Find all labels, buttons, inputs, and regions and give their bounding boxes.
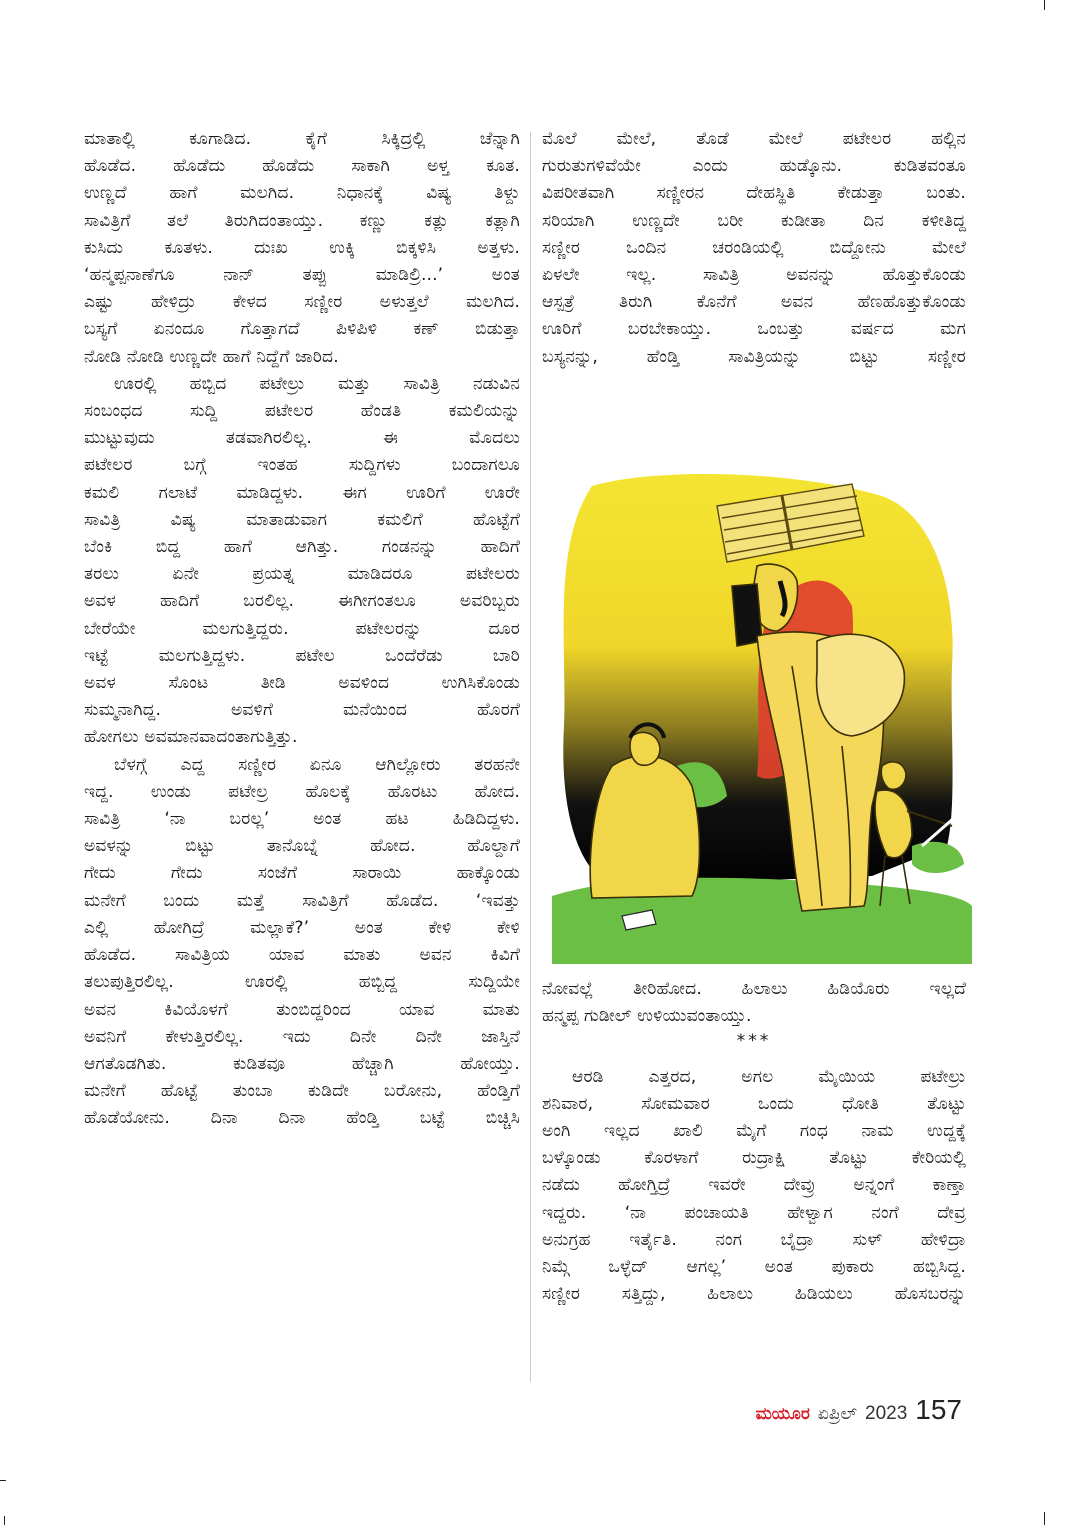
right-text-column-bottom — [542, 976, 966, 1308]
text-line: ಮೊಲೆ ಮೇಲೆ, ತೊಡೆ ಮೇಲೆ ಪಟೇಲರ ಹಲ್ಲಿನ — [542, 129, 966, 149]
text-line: ಎಲ್ಲಿ ಹೋಗಿದ್ರೆ ಮಲ್ಲಾಕೆ?’ ಅಂತ ಕೇಳಿ ಕೇಳಿ — [84, 917, 520, 938]
text-line: ಗುರುತುಗಳಿವೆಯೇ ಎಂದು ಹುಡ್ಕೊನು. ಕುಡಿತವಂತೂ — [542, 156, 966, 177]
crop-mark-top — [1044, 0, 1045, 10]
text-line: ಊರಲ್ಲಿ ಹಬ್ಬಿದ ಪಟೇಲ್ರು ಮತ್ತು ಸಾವಿತ್ರಿ ನಡುವಿನ — [114, 373, 520, 394]
text-line: ಸಣ್ಣೀರ ಒಂದಿನ ಚರಂಡಿಯಲ್ಲಿ ಬಿದ್ದೋನು ಮೇಲೆ — [542, 237, 966, 258]
text-line: ವಿಪರೀತವಾಗಿ ಸಣ್ಣೀರನ ದೇಹಸ್ಥಿತಿ ಕೇಡುತ್ತಾ ಬಂತು. — [542, 183, 966, 204]
text-line: ನೋಡಿ ನೋಡಿ ಉಣ್ಣದೇ ಹಾಗೆ ನಿದ್ದೆಗೆ ಜಾರಿದ. — [84, 346, 339, 367]
text-line: ಸಂಬಂಧದ ಸುದ್ದಿ ಪಟೇಲರ ಹೆಂಡತಿ ಕಮಲಿಯನ್ನು — [84, 401, 520, 422]
text-line: ಬಸ್ಯನನ್ನು, ಹೆಂಡ್ತಿ ಸಾವಿತ್ರಿಯನ್ನು ಬಿಟ್ಟು ಸಣ್ಣೀರ — [542, 346, 966, 367]
text-line: ನಡೆದು ಹೋಗ್ತಿದ್ರೆ ಇವರೇ ದೇವ್ರು ಅನ್ನಂಗೆ ಕಾಣ್ತಾ — [542, 1175, 966, 1196]
text-line: ನಿಮ್ಗೆ ಒಳ್ಳೆದ್ ಆಗಲ್ಲ’ ಅಂತ ಪುಕಾರು ಹಬ್ಬಿಸಿದ್ದ. — [542, 1257, 966, 1278]
crop-mark-left-mid — [0, 1480, 6, 1481]
text-line: ಸರಿಯಾಗಿ ಉಣ್ಣದೇ ಬರೀ ಕುಡೀತಾ ದಿನ ಕಳೀತಿದ್ದ — [542, 210, 966, 231]
text-line: ಹೊಡೆದ. ಸಾವಿತ್ರಿಯ ಯಾವ ಮಾತು ಅವನ ಕಿವಿಗೆ — [84, 945, 520, 966]
text-line: ‘ಹನ್ಮಪ್ಪನಾಣೆಗೂ ನಾನ್ ತಪ್ಪು ಮಾಡಿಲ್ರಿ...’ ಅಂತ — [84, 265, 520, 286]
text-line: ಉಣ್ಣದೆ ಹಾಗೆ ಮಲಗಿದ. ನಿಧಾನಕ್ಕೆ ವಿಷ್ಯ ತಿಳ್ದು — [84, 183, 520, 204]
text-line: ಏಳಲೇ ಇಲ್ಲ. ಸಾವಿತ್ರಿ ಅವನನ್ನು ಹೊತ್ತುಕೊಂಡು — [542, 265, 966, 286]
issue-month: ಏಪ್ರಿಲ್ — [817, 1404, 857, 1424]
text-line: ಸುಮ್ಮನಾಗಿದ್ದ. ಅವಳಿಗೆ ಮನೆಯಿಂದ ಹೊರಗೆ — [84, 700, 520, 721]
text-line: ಬೆಳಗ್ಗೆ ಎದ್ದ ಸಣ್ಣೀರ ಏನೂ ಆಗಿಲ್ಲೋರು ತರಹನೇ — [114, 754, 520, 775]
text-line: ಮುಟ್ಟುವುದು ತಡವಾಗಿರಲಿಲ್ಲ. ಈ ಮೊದಲು — [84, 428, 520, 449]
text-line: ಅವನಿಗೆ ಕೇಳುತ್ತಿರಲಿಲ್ಲ. ಇದು ದಿನೇ ದಿನೇ ಜಾಸ್ತಿನೆ — [84, 1026, 520, 1047]
text-line: ಇದ್ದರು. ‘ನಾ ಪಂಚಾಯತಿ ಹೇಳ್ವಾಗ ನಂಗೆ ದೇವ್ರ — [542, 1202, 966, 1223]
text-line: ಮನೇಗೆ ಬಂದು ಮತ್ತೆ ಸಾವಿತ್ರಿಗೆ ಹೊಡೆದ. ‘ಇವತ್ತು — [84, 890, 520, 911]
text-line: ಇದ್ದ. ಉಂಡು ಪಟೇಲ್ರ ಹೊಲಕ್ಕೆ ಹೊರಟು ಹೋದ. — [84, 781, 520, 802]
green-patch-right — [912, 842, 964, 873]
left-text-column — [84, 126, 520, 1133]
right-text-column-top — [542, 126, 966, 371]
text-line: ತರಲು ಏನೇ ಪ್ರಯತ್ನ ಮಾಡಿದರೂ ಪಟೇಲರು — [84, 564, 520, 585]
text-line: ಸಾವಿತ್ರಿಗೆ ತಲೆ ತಿರುಗಿದಂತಾಯ್ತು. ಕಣ್ಣು ಕತ್ಲು ಕತ್ಲಾಗಿ — [84, 210, 520, 231]
text-line: ಆಗತೊಡಗಿತು. ಕುಡಿತವೂ ಹೆಚ್ಚಾಗಿ ಹೋಯ್ತು. — [84, 1053, 520, 1074]
text-line: ಬೇರೆಯೇ ಮಲಗುತ್ತಿದ್ದರು. ಪಟೇಲರನ್ನು ದೂರ — [84, 618, 520, 639]
text-line: ಹೋಗಲು ಅವಮಾನವಾದಂತಾಗುತ್ತಿತ್ತು. — [84, 727, 298, 748]
text-line: ಹೊಡೆದ. ಹೊಡೆದು ಹೊಡೆದು ಸಾಕಾಗಿ ಅಳ್ತ ಕೂತ. — [84, 156, 520, 177]
text-line: ಪಟೇಲರ ಬಗ್ಗೆ ಇಂತಹ ಸುದ್ದಿಗಳು ಬಂದಾಗಲೂ — [84, 455, 520, 476]
text-line: ಮಾತಾಲ್ಲಿ ಕೂಗಾಡಿದ. ಕೈಗೆ ಸಿಕ್ಕಿದ್ರಲ್ಲಿ ಚೆನ್ನಾಗಿ — [84, 129, 520, 149]
text-line: ಕಮಲಿ ಗಲಾಟೆ ಮಾಡಿದ್ದಳು. ಈಗ ಊರಿಗೆ ಊರೇ — [84, 482, 520, 503]
crop-mark-bottom-left — [4, 1516, 5, 1525]
text-line: ಆರಡಿ ಎತ್ತರದ, ಅಗಲ ಮೈಯಿಯ ಪಟೇಲ್ರು — [572, 1066, 966, 1087]
text-line: ಹೊಡೆಯೋನು. ದಿನಾ ದಿನಾ ಹೆಂಡ್ತಿ ಬಟ್ಟೆ ಬಿಚ್ಚಿಸಿ — [84, 1108, 520, 1129]
text-line: ಕುಸಿದು ಕೂತಳು. ದುಃಖ ಉಕ್ಕಿ ಬಿಕ್ಕಳಿಸಿ ಅತ್ತಳು. — [84, 237, 520, 258]
text-line: ತಲುಪುತ್ತಿರಲಿಲ್ಲ. ಊರಲ್ಲಿ ಹಬ್ಬಿದ್ದ ಸುದ್ದಿಯೇ — [84, 972, 520, 993]
text-line: ಸಣ್ಣೀರ ಸತ್ತಿದ್ದು, ಹಿಲಾಲು ಹಿಡಿಯಲು ಹೊಸಬರನ್ನು — [542, 1284, 966, 1305]
text-line: ನೋವಲ್ಲೆ ತೀರಿಹೋದ. ಹಿಲಾಲು ಹಿಡಿಯೊರು ಇಲ್ಲದೆ — [542, 979, 966, 999]
issue-year: 2023 — [865, 1403, 908, 1424]
text-line: ಗೇದು ಗೇದು ಸಂಜೆಗೆ ಸಾರಾಯಿ ಹಾಕ್ಕೊಂಡು — [84, 863, 520, 884]
story-illustration — [552, 466, 972, 964]
crop-mark-bottom-right — [1044, 1512, 1045, 1525]
text-line: ಶನಿವಾರ, ಸೋಮವಾರ ಒಂದು ಧೋತಿ ತೊಟ್ಟು — [542, 1093, 966, 1114]
text-line: ಎಷ್ಟು ಹೇಳಿದ್ರು ಕೇಳದ ಸಣ್ಣೀರ ಅಳುತ್ತಲೆ ಮಲಗಿದ. — [84, 292, 520, 313]
text-line: ಅವಳ ಸೊಂಟ ತೀಡಿ ಅವಳಿಂದ ಉಗಿಸಿಕೊಂಡು — [84, 673, 520, 694]
column-divider — [530, 132, 531, 1382]
text-line: ಬಳ್ಕೊಂಡು ಕೊರಳಾಗೆ ರುದ್ರಾಕ್ಷಿ ತೊಟ್ಟು ಕೇರಿಯಲ್ಲಿ — [542, 1148, 966, 1169]
text-line: ಅನುಗ್ರಹ ಇರ್ತೈತಿ. ನಂಗ ಬೈದ್ರಾ ಸುಳ್ ಹೇಳಿದ್ರಾ — [542, 1229, 966, 1250]
text-line: ಮನೇಗೆ ಹೊಟ್ಟೆ ತುಂಬಾ ಕುಡಿದೇ ಬರೋನು, ಹೆಂಡ್ತಿಗೆ — [84, 1081, 520, 1102]
text-line: ಅವನ ಕಿವಿಯೊಳಗೆ ತುಂಬಿದ್ದರಿಂದ ಯಾವ ಮಾತು — [84, 999, 520, 1020]
text-line: ಅಂಗಿ ಇಲ್ಲದ ಖಾಲಿ ಮೈಗೆ ಗಂಧ ನಾಮ ಉದ್ದಕ್ಕೆ — [542, 1121, 966, 1142]
section-separator: *** — [736, 1031, 772, 1052]
text-line: ಹನ್ಮಪ್ಪ ಗುಡೀಲ್ ಉಳಿಯುವಂತಾಯ್ತು. — [542, 1006, 752, 1027]
text-line: ಅವಳ ಹಾದಿಗೆ ಬರಲಿಲ್ಲ. ಈಗೀಗಂತಲೂ ಅವರಿಬ್ಬರು — [84, 591, 520, 612]
text-line: ಸಾವಿತ್ರಿ ‘ನಾ ಬರಲ್ಲ’ ಅಂತ ಹಟ ಹಿಡಿದಿದ್ದಳು. — [84, 809, 520, 830]
text-line: ಬೆಂಕಿ ಬಿದ್ದ ಹಾಗೆ ಆಗಿತ್ತು. ಗಂಡನನ್ನು ಹಾದಿಗೆ — [84, 537, 520, 558]
magazine-brand: ಮಯೂರ — [755, 1404, 810, 1424]
text-line: ಆಸ್ಪತ್ರೆ ತಿರುಗಿ ಕೊನೆಗೆ ಅವನ ಹೆಣಹೊತ್ತುಕೊಂಡು — [542, 292, 966, 313]
page-footer — [756, 1394, 962, 1426]
text-line: ಊರಿಗೆ ಬರಬೇಕಾಯ್ತು. ಒಂಬತ್ತು ವರ್ಷದ ಮಗ — [542, 319, 966, 340]
page-number: 157 — [915, 1394, 962, 1425]
text-line: ಅವಳನ್ನು ಬಿಟ್ಟು ತಾನೊಬ್ನೆ ಹೋದ. ಹೊಲ್ದಾಗೆ — [84, 836, 520, 857]
text-line: ಬಸ್ಯಗೆ ಏನಂದೂ ಗೊತ್ತಾಗದೆ ಪಿಳಿಪಿಳಿ ಕಣ್ ಬಿಡುತ್ತಾ — [84, 319, 520, 340]
text-line: ಇಟ್ಟೆ ಮಲಗುತ್ತಿದ್ದಳು. ಪಟೇಲ ಒಂದೆರೆಡು ಬಾರಿ — [84, 645, 520, 666]
text-line: ಸಾವಿತ್ರಿ ವಿಷ್ಯ ಮಾತಾಡುವಾಗ ಕಮಲಿಗೆ ಹೊಟ್ಟೆಗೆ — [84, 509, 520, 530]
